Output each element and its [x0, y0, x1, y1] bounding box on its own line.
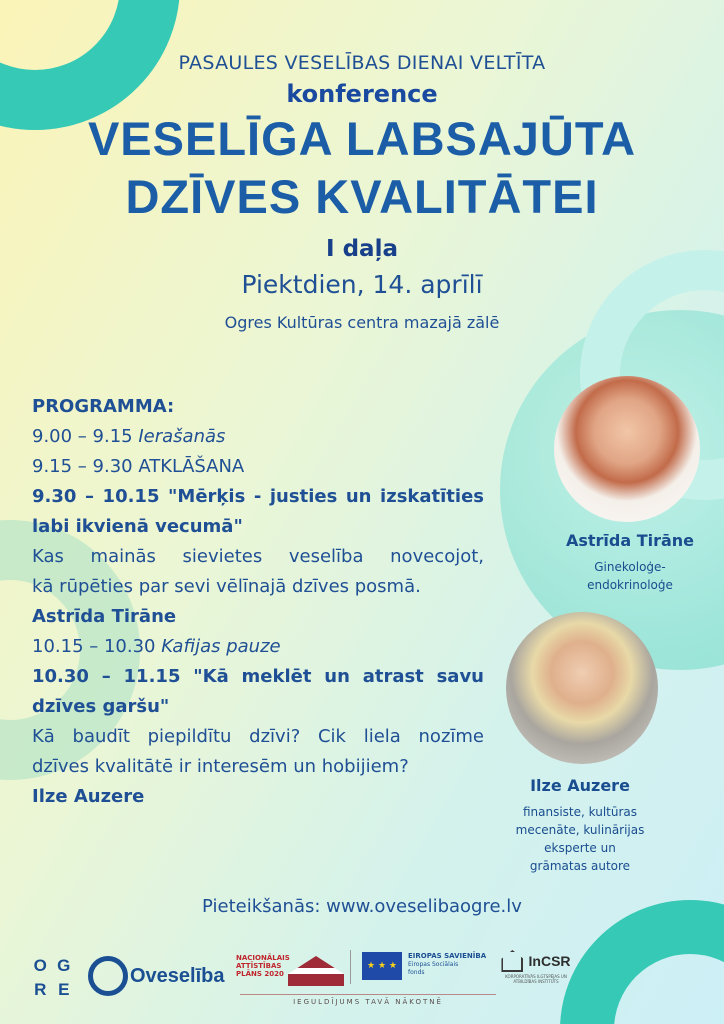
event-title-line2: DZĪVES KVALITĀTEI — [125, 170, 599, 223]
program-item-arrival — [32, 422, 484, 452]
speaker-role-line: eksperte un — [544, 841, 616, 855]
sponsor-logos — [0, 940, 724, 1020]
program-label: Kafijas pauze — [161, 636, 281, 657]
nap-logo — [236, 954, 346, 978]
eu-line: Eiropas Sociālais — [408, 961, 459, 968]
speaker-photo-ilze — [506, 612, 658, 764]
ogre-logo-letter: G — [57, 956, 71, 975]
speaker-photo-astrida — [554, 376, 700, 522]
program-talk-2-desc-line1: Kā baudīt piepildītu dzīvi? Cik liela nozīme — [32, 726, 484, 747]
speaker-role-line: Ginekoloģe- — [594, 560, 666, 574]
program-talk-1-title-line1: 9.30 – 10.15 "Mērķis - justies un izskatīties — [32, 486, 484, 507]
nap-line: NACIONĀLAIS — [236, 954, 290, 962]
event-venue: Ogres Kultūras centra mazajā zālē — [224, 313, 500, 332]
program-talk-2-speaker: Ilze Auzere — [32, 786, 145, 807]
program-talk-2-title-line2: dzīves garšu" — [32, 696, 170, 717]
speaker-card-ilze — [490, 776, 670, 875]
eu-line: EIROPAS SAVIENĪBA — [408, 952, 487, 960]
event-title-line1: VESELĪGA LABSAJŪTA — [87, 112, 637, 165]
eu-flag-icon: ★ ★ ★ — [362, 952, 402, 980]
speaker-role-line: mecenāte, kulinārijas — [515, 823, 645, 837]
program-section — [32, 392, 484, 812]
speaker-card-astrida — [554, 531, 706, 594]
investment-slogan: IEGULDĪJUMS TAVĀ NĀKOTNĒ — [240, 994, 496, 1006]
speaker-role-line: endokrinoloģe — [587, 578, 673, 592]
house-icon — [501, 950, 523, 972]
speaker-role-line: grāmatas autore — [529, 859, 631, 873]
program-talk-1-desc-line1: Kas mainās sievietes veselība novecojot, — [32, 546, 484, 567]
nap-line: PLĀNS 2020 — [236, 970, 284, 978]
event-title — [0, 110, 724, 226]
oveseliba-logo-text: Oveselība — [130, 964, 225, 987]
speaker-role — [490, 803, 670, 875]
event-kind: konference — [286, 80, 438, 108]
program-heading: PROGRAMMA: — [32, 396, 175, 417]
program-time: 9.00 – 9.15 — [32, 426, 133, 447]
program-talk-2-title-line1: 10.30 – 11.15 "Kā meklēt un atrast savu — [32, 666, 484, 687]
program-time: 10.15 – 10.30 — [32, 636, 156, 657]
ogre-logo-letter: R — [34, 979, 47, 999]
program-item-coffee — [32, 632, 484, 662]
incsr-logo — [496, 950, 576, 984]
program-talk-1-speaker: Astrīda Tirāne — [32, 606, 177, 627]
ogre-logo-letter: O — [33, 956, 47, 975]
program-label: Ierašanās — [138, 426, 226, 447]
oveseliba-logo — [88, 954, 225, 998]
program-talk-1-desc-line2: kā rūpēties par sevi vēlīnajā dzīves posmā. — [32, 576, 421, 597]
program-item-opening: 9.15 – 9.30 ATKLĀŠANA — [32, 456, 245, 477]
program-talk-1-title-line2: labi ikvienā vecumā" — [32, 516, 243, 537]
eu-line: fonds — [408, 969, 425, 976]
ogre-logo-letter: E — [58, 979, 70, 999]
speaker-name: Astrīda Tirāne — [565, 531, 695, 550]
incsr-subtitle: KORPORATĪVĀS ILGTSPĒJAS UN ATBILDĪBAS INSTITŪTS — [505, 974, 567, 984]
speaker-role-line: finansiste, kultūras — [522, 805, 638, 819]
program-talk-2-desc-line2: dzīves kvalitātē ir interesēm un hobijiem? — [32, 756, 409, 777]
nap-line: ATTĪSTĪBAS — [236, 962, 282, 970]
poster-header — [0, 52, 724, 332]
event-subtitle: PASAULES VESELĪBAS DIENAI VELTĪTA — [178, 52, 546, 74]
event-part: I daļa — [326, 236, 398, 262]
signup-link[interactable]: Pieteikšanās: www.oveselibaogre.lv — [202, 896, 522, 917]
speaker-role — [554, 558, 706, 594]
speaker-name: Ilze Auzere — [530, 776, 630, 795]
oveseliba-ring-icon — [88, 956, 128, 996]
eu-logo-text — [408, 952, 498, 977]
event-date: Piektdien, 14. aprīlī — [241, 270, 483, 299]
incsr-logo-text: InCSR — [528, 953, 571, 969]
ogre-logo — [30, 956, 74, 1000]
logo-divider — [350, 950, 351, 984]
